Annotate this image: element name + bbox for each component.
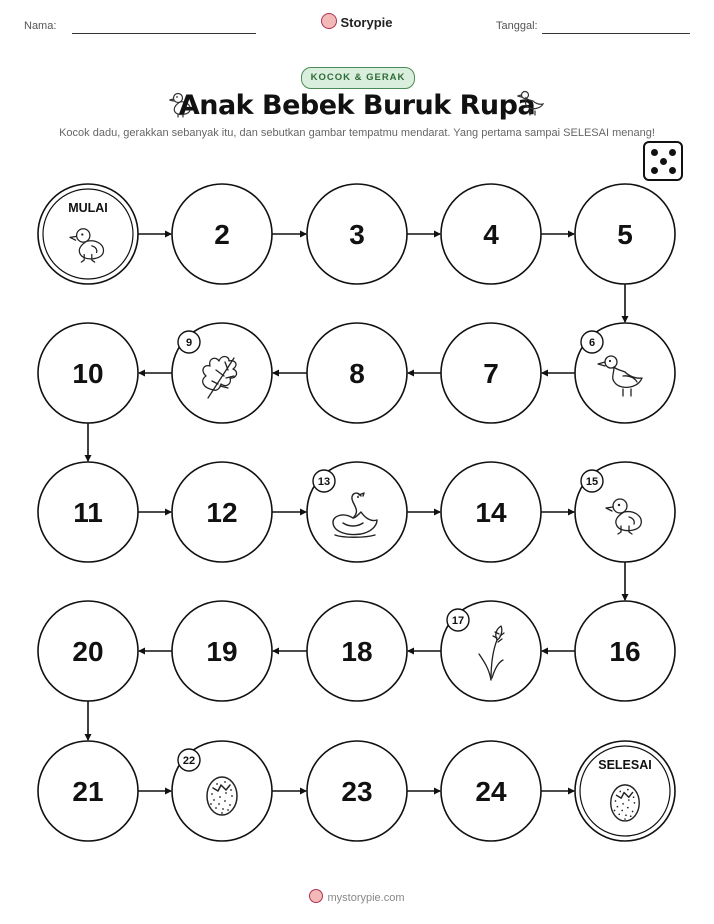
- space-label: SELESAI: [598, 758, 652, 772]
- board-space-22: [172, 741, 272, 841]
- board-space-2: [172, 184, 272, 284]
- space-number: 8: [349, 358, 365, 389]
- board-space-1: [38, 184, 138, 284]
- board-space-20: [38, 601, 138, 701]
- board-space-18: [307, 601, 407, 701]
- space-number: 16: [609, 636, 641, 667]
- board-space-6: [575, 323, 675, 423]
- space-number: 14: [475, 497, 507, 528]
- board-space-7: [441, 323, 541, 423]
- board-space-12: [172, 462, 272, 562]
- space-number: 21: [72, 776, 104, 807]
- board-space-19: [172, 601, 272, 701]
- board-space-23: [307, 741, 407, 841]
- space-number: 12: [206, 497, 238, 528]
- name-label: Nama:: [24, 20, 57, 32]
- space-number: 4: [483, 219, 499, 250]
- space-number: 24: [475, 776, 507, 807]
- space-label: MULAI: [68, 201, 108, 215]
- space-number: 18: [341, 636, 373, 667]
- space-number-badge: 15: [585, 476, 599, 488]
- board-space-16: [575, 601, 675, 701]
- board-space-24: [441, 741, 541, 841]
- board-space-14: [441, 462, 541, 562]
- space-number: 10: [72, 358, 104, 389]
- board-space-8: [307, 323, 407, 423]
- space-number-badge: 6: [588, 337, 596, 349]
- storypie-logo-icon: [309, 889, 323, 903]
- board-space-11: [38, 462, 138, 562]
- space-number-badge: 13: [317, 476, 331, 488]
- space-number: 5: [617, 219, 633, 250]
- space-number: 11: [73, 497, 103, 528]
- board-space-4: [441, 184, 541, 284]
- date-label: Tanggal:: [496, 20, 538, 32]
- space-number: 3: [349, 219, 365, 250]
- board-space-9: [172, 323, 272, 423]
- activity-badge: KOCOK & GERAK: [301, 67, 415, 89]
- board-space-5: [575, 184, 675, 284]
- space-number: 2: [214, 219, 230, 250]
- board-space-17: [441, 601, 541, 701]
- board-space-3: [307, 184, 407, 284]
- space-number: 19: [206, 636, 238, 667]
- board-space-10: [38, 323, 138, 423]
- page-title: Anak Bebek Buruk Rupa: [178, 90, 536, 121]
- board-space-15: [575, 462, 675, 562]
- footer-url: mystorypie.com: [327, 892, 405, 904]
- space-number-badge: 17: [451, 615, 465, 627]
- space-number-badge: 22: [182, 755, 196, 767]
- space-number: 20: [72, 636, 104, 667]
- space-number-badge: 9: [185, 337, 193, 349]
- board-space-21: [38, 741, 138, 841]
- board-space-13: [307, 462, 407, 562]
- space-number: 7: [483, 358, 499, 389]
- instructions: Kocok dadu, gerakkan sebanyak itu, dan sebutkan gambar tempatmu mendarat. Yang pertama sampai SELESAI menang!: [59, 127, 655, 139]
- board-space-25: [575, 741, 675, 841]
- space-number: 23: [341, 776, 373, 807]
- brand-name: Storypie: [340, 15, 393, 30]
- footer: [0, 889, 714, 904]
